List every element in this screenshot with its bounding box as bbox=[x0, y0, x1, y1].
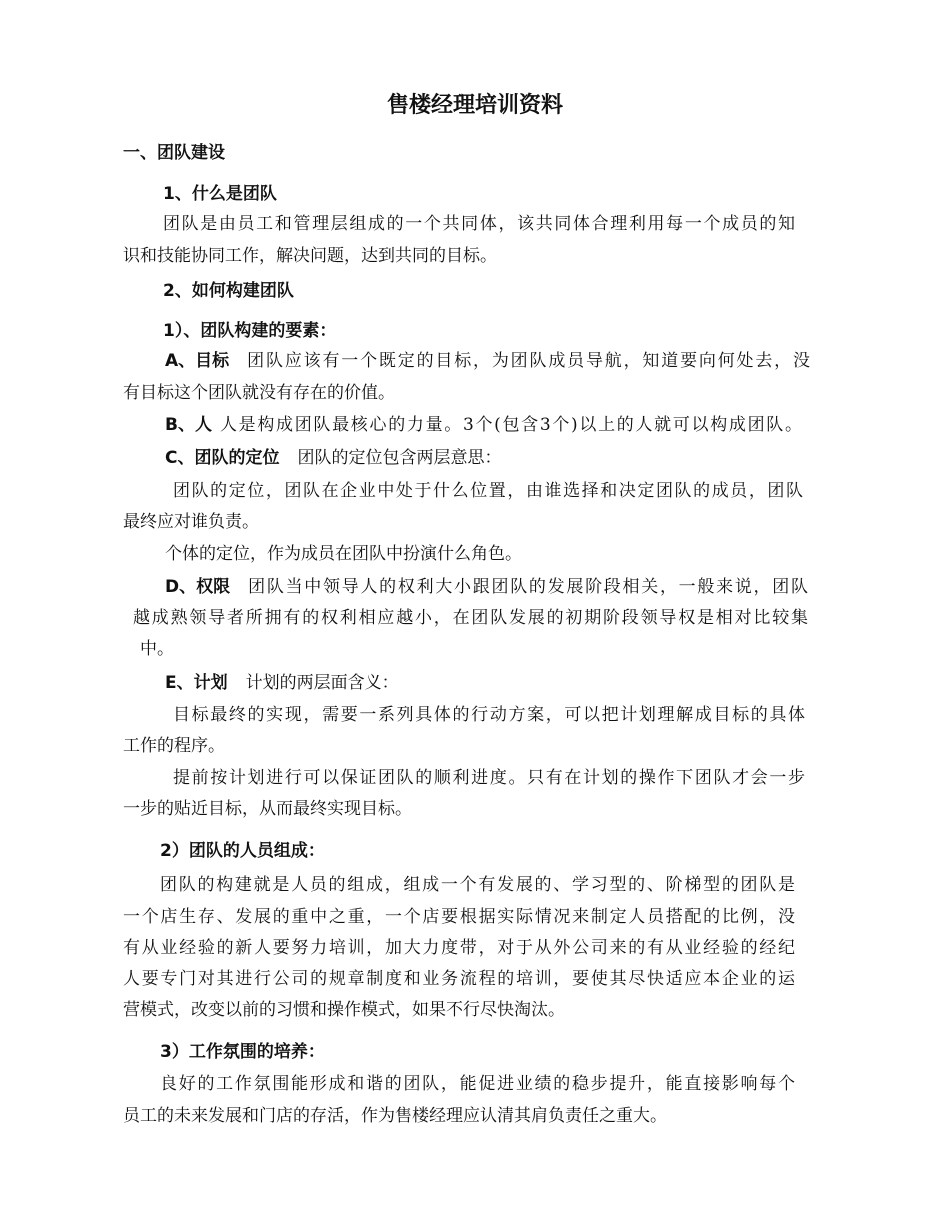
paragraph-line: 最终应对谁负责。 bbox=[123, 512, 259, 532]
item-a-term: A、目标 bbox=[165, 351, 230, 371]
item-c-line bbox=[165, 447, 501, 469]
paragraph-line: 中。 bbox=[140, 639, 174, 659]
item-c-text: 团队的定位包含两层意思： bbox=[297, 448, 502, 468]
paragraph-line: 工作的程序。 bbox=[123, 736, 225, 756]
paragraph-line: 有从业经验的新人要努力培训，加大力度带，对于从外公司来的有从业经验的经纪 bbox=[123, 938, 795, 958]
paragraph-line: 员工的未来发展和门店的存活，作为售楼经理应认清其肩负责任之重大。 bbox=[123, 1106, 667, 1126]
paragraph-line: 提前按计划进行可以保证团队的顺利进度。只有在计划的操作下团队才会一步 bbox=[173, 768, 805, 788]
page-title: 售楼经理培训资料 bbox=[386, 93, 563, 118]
item-b-line bbox=[165, 414, 802, 436]
item-a-text: 团队应该有一个既定的目标，为团队成员导航，知道要向何处去，没 bbox=[247, 351, 810, 371]
item-e-line bbox=[165, 672, 399, 694]
paragraph-line: 人要专门对其进行公司的规章制度和业务流程的培训，要使其尽快适应本企业的运 bbox=[123, 969, 795, 989]
paragraph-line: 团队的构建就是人员的组成，组成一个有发展的、学习型的、阶梯型的团队是 bbox=[160, 875, 795, 895]
paragraph-line: 一个店生存、发展的重中之重，一个店要根据实际情况来制定人员搭配的比例，没 bbox=[123, 907, 795, 927]
item-a-line bbox=[165, 350, 810, 372]
item-d-text: 团队当中领导人的权利大小跟团队的发展阶段相关，一般来说，团队 bbox=[248, 577, 808, 597]
paragraph-line: 越成熟领导者所拥有的权利相应越小，在团队发展的初期阶段领导权是相对比较集 bbox=[133, 608, 808, 628]
item-b-term: B、人 bbox=[165, 415, 212, 435]
paragraph-line: 良好的工作氛围能形成和谐的团队，能促进业绩的稳步提升，能直接影响每个 bbox=[160, 1074, 795, 1094]
subheading-elements: 1）、团队构建的要素： bbox=[163, 321, 337, 341]
paragraph-line: 团队的定位，团队在企业中处于什么位置，由谁选择和决定团队的成员，团队 bbox=[173, 481, 803, 501]
item-d-term: D、权限 bbox=[165, 577, 231, 597]
subheading-what-is-team: 1、什么是团队 bbox=[163, 184, 277, 204]
subheading-members: 2）团队的人员组成： bbox=[160, 841, 325, 861]
subheading-atmosphere: 3）工作氛围的培养： bbox=[160, 1042, 325, 1062]
subheading-how-to-build: 2、如何构建团队 bbox=[163, 281, 294, 301]
item-e-text: 计划的两层面含义： bbox=[245, 673, 399, 693]
item-d-line bbox=[165, 576, 808, 598]
paragraph-line: 识和技能协同工作，解决问题，达到共同的目标。 bbox=[123, 246, 497, 266]
item-b-text: 人是构成团队最核心的力量。3个(包含3个)以上的人就可以构成团队。 bbox=[219, 415, 802, 435]
paragraph-line: 营模式，改变以前的习惯和操作模式，如果不行尽快淘汰。 bbox=[123, 1000, 565, 1020]
paragraph-line: 目标最终的实现，需要一系列具体的行动方案，可以把计划理解成目标的具体 bbox=[173, 705, 805, 725]
paragraph-line: 个体的定位，作为成员在团队中扮演什么角色。 bbox=[165, 544, 522, 564]
paragraph-line: 有目标这个团队就没有存在的价值。 bbox=[123, 383, 395, 403]
section-heading-team-building: 一、团队建设 bbox=[123, 143, 225, 163]
paragraph-line: 一步的贴近目标，从而最终实现目标。 bbox=[123, 799, 412, 819]
paragraph-line: 团队是由员工和管理层组成的一个共同体，该共同体合理利用每一个成员的知 bbox=[163, 214, 795, 234]
item-c-term: C、团队的定位 bbox=[165, 448, 280, 468]
item-e-term: E、计划 bbox=[165, 673, 228, 693]
